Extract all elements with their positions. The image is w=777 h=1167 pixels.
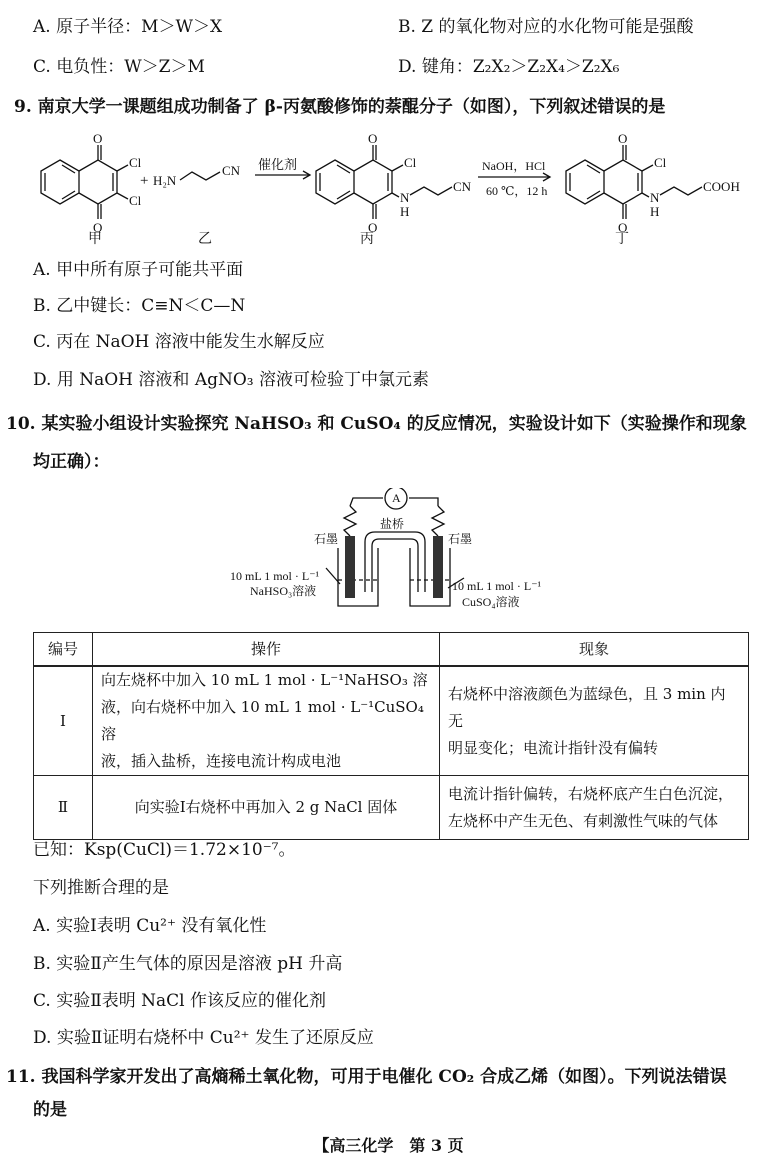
ph-line: 右烧杯中溶液颜色为蓝绿色，且 3 min 内无 xyxy=(448,684,726,730)
label-ding: 丁 xyxy=(615,232,629,247)
right-solution-name: CuSO₄溶液 xyxy=(462,595,520,609)
row-id: Ⅱ xyxy=(34,776,93,840)
mol3-cn: CN xyxy=(453,179,472,194)
q10-stem-2: 均正确）： xyxy=(33,452,110,472)
mol4-n: N xyxy=(650,190,660,205)
table-row xyxy=(34,666,749,776)
right-solution-conc: 10 mL 1 mol · L⁻¹ xyxy=(452,579,542,593)
right-graphite-electrode xyxy=(433,536,443,598)
reagent-conditions: 60 ℃，12 h xyxy=(486,184,548,198)
reagent-naoh-hcl: NaOH，HCl xyxy=(482,159,546,173)
q9-option-d: D. 用 NaOH 溶液和 AgNO₃ 溶液可检验丁中氯元素 xyxy=(33,370,430,390)
mol4-cl: Cl xyxy=(654,155,667,170)
table-row xyxy=(34,776,749,840)
option-a-top: A. 原子半径：M＞W＞X xyxy=(33,17,223,37)
q9-reaction-scheme xyxy=(0,125,777,250)
mol3-h: H xyxy=(400,204,410,219)
q11-stem-1: 11. 我国科学家开发出了高熵稀土氧化物，可用于电催化 CO₂ 合成乙烯（如图）。下列说法错误 xyxy=(6,1067,727,1087)
mol2-h2n: H₂N xyxy=(153,173,177,188)
header-operation: 操作 xyxy=(93,633,440,667)
reagent-catalyst: 催化剂 xyxy=(258,157,298,172)
experiment-table xyxy=(33,632,749,840)
left-electrode-label: 石墨 xyxy=(314,532,339,546)
q10-known: 已知：Ksp(CuCl)＝1.72×10⁻⁷。 xyxy=(33,840,296,860)
mol4-h: H xyxy=(650,204,660,219)
q9-option-b: B. 乙中键长：C≡N＜C—N xyxy=(33,296,246,316)
q10-option-a: A. 实验Ⅰ表明 Cu²⁺ 没有氧化性 xyxy=(33,916,267,936)
q10-option-b: B. 实验Ⅱ产生气体的原因是溶液 pH 升高 xyxy=(33,954,343,974)
page-footer: 【高三化学 第 3 页 xyxy=(313,1136,464,1155)
ammeter-label: A xyxy=(392,491,401,505)
mol4-cooh: COOH xyxy=(703,179,740,194)
label-yi: 乙 xyxy=(198,232,212,247)
left-solution-name: NaHSO₃溶液 xyxy=(250,584,317,598)
salt-bridge-label: 盐桥 xyxy=(380,517,405,531)
option-d-prefix: D. 键角： xyxy=(398,57,473,77)
header-id: 编号 xyxy=(34,633,93,667)
q9-stem: 9. 南京大学一课题组成功制备了 β-丙氨酸修饰的萘醌分子（如图），下列叙述错误的是 xyxy=(14,97,666,117)
q10-option-d: D. 实验Ⅱ证明右烧杯中 Cu²⁺ 发生了还原反应 xyxy=(33,1028,374,1048)
mol1-cl-2: Cl xyxy=(129,193,142,208)
mol3-n: N xyxy=(400,190,410,205)
mol4-o-bottom: O xyxy=(618,220,628,235)
label-jia: 甲 xyxy=(88,232,102,247)
galvanic-cell-apparatus xyxy=(220,488,580,618)
ph-line: 电流计指针偏转，右烧杯底产生白色沉淀， xyxy=(448,784,734,803)
row-operation xyxy=(93,666,440,776)
mol2-cn: CN xyxy=(222,163,241,178)
plus-sign: + xyxy=(140,173,149,189)
op-line: 向左烧杯中加入 10 mL 1 mol · L⁻¹NaHSO₃ 溶 xyxy=(101,671,428,689)
mol3-o-top: O xyxy=(368,131,378,146)
q9-option-c: C. 丙在 NaOH 溶液中能发生水解反应 xyxy=(33,332,325,352)
op-line: 向实验Ⅰ右烧杯中再加入 2 g NaCl 固体 xyxy=(134,798,398,816)
ph-line: 左烧杯中产生无色、有刺激性气味的气体 xyxy=(448,811,719,830)
row-phenomenon xyxy=(440,776,749,840)
right-electrode-label: 石墨 xyxy=(448,532,473,546)
mol4-o-top: O xyxy=(618,131,628,146)
label-bing: 丙 xyxy=(360,232,374,247)
op-line: 液，向右烧杯中加入 10 mL 1 mol · L⁻¹CuSO₄ 溶 xyxy=(101,698,424,743)
option-d-formula: Z₂X₂＞Z₂X₄＞Z₂X₆ xyxy=(472,57,620,77)
mol1-o-top: O xyxy=(93,131,103,146)
row-operation xyxy=(93,776,440,840)
left-graphite-electrode xyxy=(345,536,355,598)
ph-line: 明显变化；电流计指针没有偏转 xyxy=(448,738,659,757)
header-phenomenon: 现象 xyxy=(440,633,749,667)
q10-ask: 下列推断合理的是 xyxy=(33,878,169,898)
row-phenomenon xyxy=(440,666,749,776)
mol3-o-bottom: O xyxy=(368,220,378,235)
option-d-top xyxy=(398,55,619,79)
left-solution-conc: 10 mL 1 mol · L⁻¹ xyxy=(230,569,320,583)
q10-stem-1: 10. 某实验小组设计实验探究 NaHSO₃ 和 CuSO₄ 的反应情况，实验设计如下（实验操作和现象 xyxy=(6,414,747,434)
mol1-o-bottom: O xyxy=(93,220,103,235)
option-b-top: B. Z 的氧化物对应的水化物可能是强酸 xyxy=(398,17,694,37)
option-c-top: C. 电负性：W＞Z＞M xyxy=(33,57,205,77)
q10-option-c: C. 实验Ⅱ表明 NaCl 作该反应的催化剂 xyxy=(33,991,327,1011)
mol1-cl-1: Cl xyxy=(129,155,142,170)
q11-stem-2: 的是 xyxy=(33,1100,67,1120)
op-line: 液，插入盐桥，连接电流计构成电池 xyxy=(101,752,342,770)
row-id: Ⅰ xyxy=(34,666,93,776)
q9-option-a: A. 甲中所有原子可能共平面 xyxy=(33,260,244,280)
mol3-cl: Cl xyxy=(404,155,417,170)
